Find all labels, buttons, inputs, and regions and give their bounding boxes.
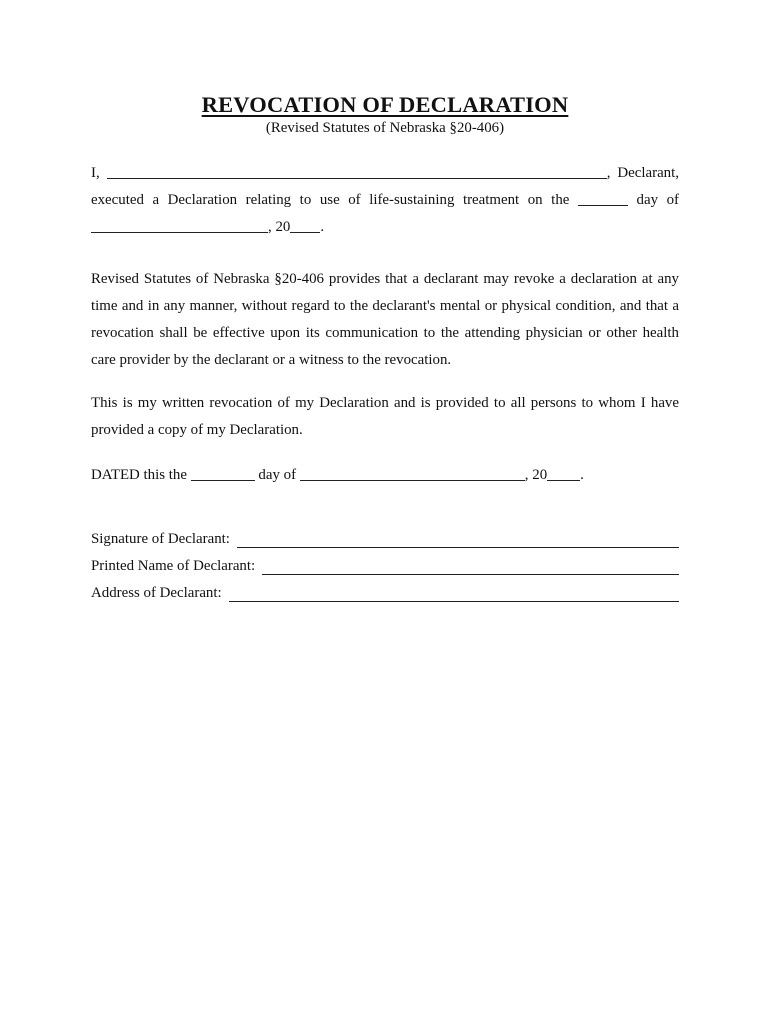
- signature-line[interactable]: [237, 526, 679, 548]
- address-row: [91, 580, 679, 607]
- statute-paragraph: Revised Statutes of Nebraska §20-406 provides that a declarant may revoke a declaration at any time and in any manner, without regard to the declarant's mental or physical condition, and that a revocation shall be effective upon its communication to the attending physician or other health care provider by the declarant or a witness to the revocation.: [91, 270, 679, 368]
- dated-day-of: day of: [258, 466, 297, 483]
- printed-name-line[interactable]: [262, 553, 679, 575]
- printed-name-row: [91, 553, 679, 580]
- opening-lead: I,: [91, 164, 100, 181]
- opening-body: , Declarant, executed a Declaration relating to use of life-sustaining treatment on the: [91, 164, 679, 208]
- document-title: REVOCATION OF DECLARATION: [201, 92, 569, 117]
- signature-block: [91, 526, 679, 607]
- dated-day-blank[interactable]: [191, 466, 255, 481]
- dated-line: [91, 462, 679, 489]
- address-label: Address of Declarant:: [91, 584, 222, 601]
- opening-day-of: day of: [636, 191, 679, 208]
- execution-day-blank[interactable]: [578, 191, 628, 206]
- dated-period: .: [580, 466, 584, 483]
- execution-month-blank[interactable]: [91, 218, 268, 233]
- dated-year-prefix: , 20: [524, 466, 548, 483]
- opening-year-prefix: , 20: [268, 218, 291, 235]
- address-line[interactable]: [229, 580, 679, 602]
- printed-name-label: Printed Name of Declarant:: [91, 557, 256, 574]
- dated-month-blank[interactable]: [300, 466, 525, 481]
- declarant-name-blank[interactable]: [107, 164, 607, 179]
- signature-row: [91, 526, 679, 553]
- execution-year-blank[interactable]: [290, 218, 320, 233]
- revocation-paragraph: This is my written revocation of my Declaration and is provided to all persons to whom I have provided a copy of my Declaration.: [91, 394, 679, 438]
- document-subtitle: (Revised Statutes of Nebraska §20-406): [265, 119, 505, 136]
- dated-year-blank[interactable]: [547, 466, 580, 481]
- opening-paragraph: [91, 160, 679, 241]
- opening-period: .: [320, 218, 325, 235]
- signature-label: Signature of Declarant:: [91, 530, 230, 547]
- dated-lead: DATED this the: [91, 466, 187, 483]
